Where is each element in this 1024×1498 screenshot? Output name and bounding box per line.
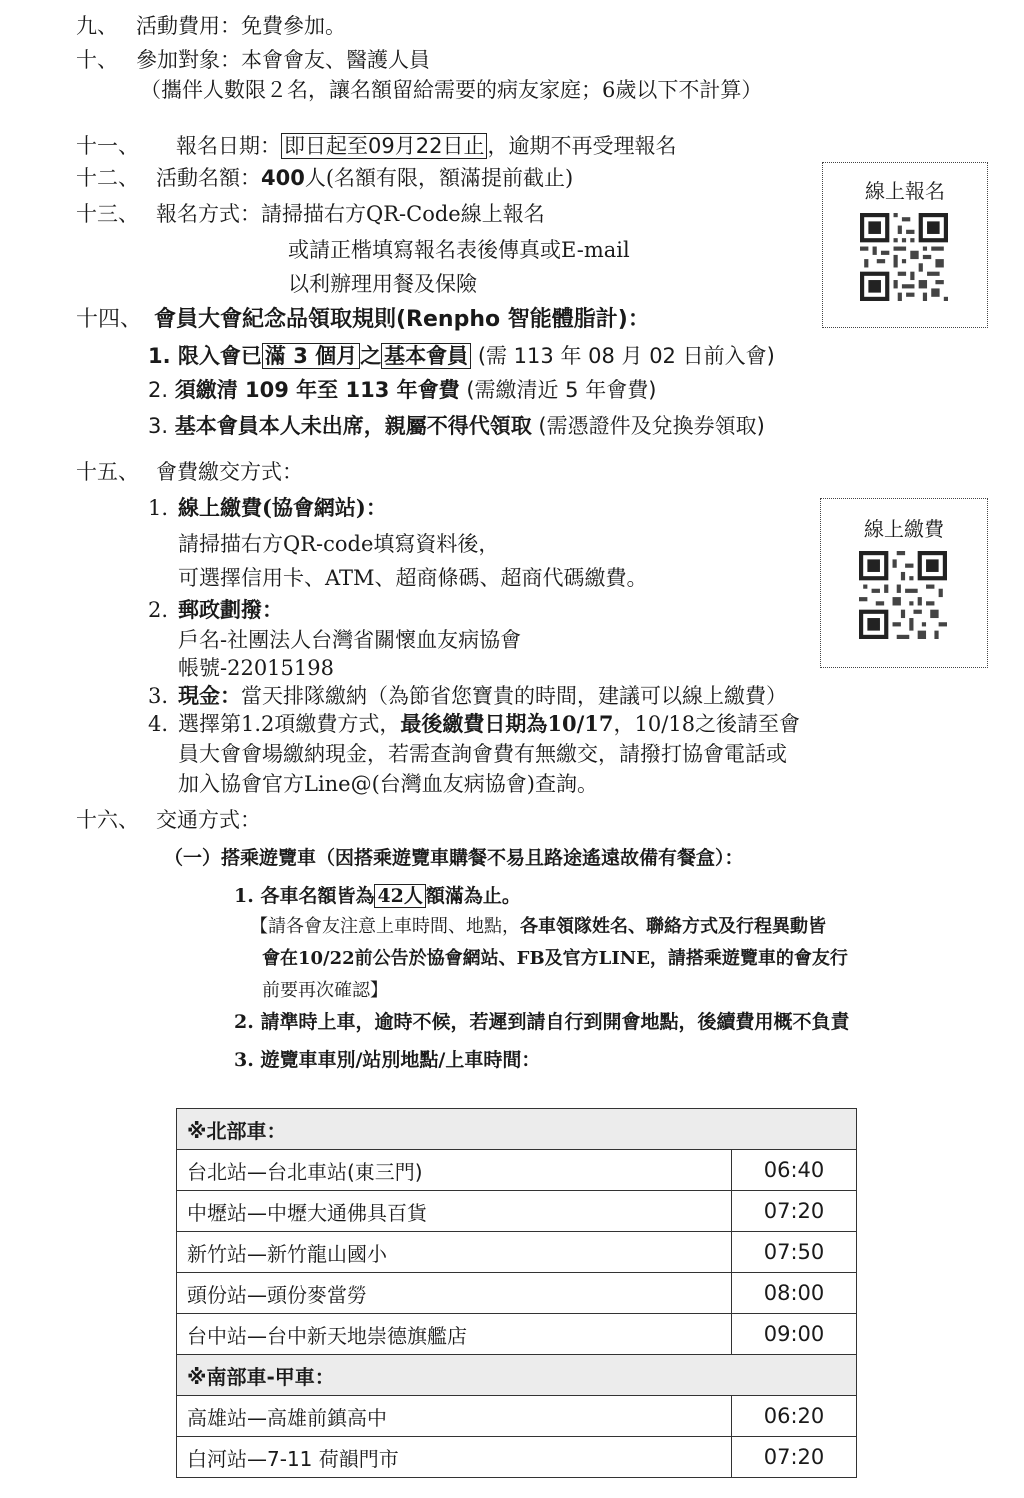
bus-note-line2: 會在10/22前公告於協會網站、FB及官方LINE，請搭乘遊覽車的會友行: [262, 948, 848, 969]
stop-cell: 台中站—台中新天地崇德旗艦店: [177, 1314, 732, 1355]
pay-method-1-line2: 可選擇信用卡、ATM、超商條碼、超商代碼繳費。: [178, 566, 648, 590]
item-10: [76, 46, 430, 74]
rule-2-bold: 須繳清 109 年至 113 年會費: [174, 378, 460, 402]
registration-deadline: 即日起至09月22日止: [281, 133, 487, 159]
pay-method-4-a: 選擇第1.2項繳費方式，: [178, 712, 401, 736]
bus-point-1-a: 1. 各車名額皆為: [234, 885, 375, 907]
pay-method-1: [148, 494, 387, 522]
rule-1-months: 滿 3 個月: [262, 343, 360, 369]
time-cell: 09:00: [732, 1314, 857, 1355]
stop-cell: 高雄站—高雄前鎮高中: [177, 1396, 732, 1437]
time-cell: 07:50: [732, 1232, 857, 1273]
item-13-line3: 以利辦理用餐及保險: [288, 272, 477, 296]
table-row: [177, 1273, 857, 1314]
item-10-note: （攜伴人數限２名，讓名額留給需要的病友家庭；6歲以下不計算）: [140, 78, 763, 102]
item-14-rule-1: [148, 342, 775, 370]
item-11-label: 報名日期：: [176, 134, 281, 158]
item-16-title: 交通方式：: [156, 808, 261, 832]
item-12-label: 活動名額：: [156, 166, 261, 190]
rule-3-bold: 基本會員本人未出席，親屬不得代領取: [174, 414, 532, 438]
pay-method-3-num: 3.: [148, 684, 169, 708]
bus-note-line1: [250, 914, 826, 940]
item-11: [76, 132, 676, 160]
table-row: [177, 1396, 857, 1437]
table-row: [177, 1232, 857, 1273]
pay-method-4-line2: 員大會會場繳納現金，若需查詢會費有無繳交，請撥打協會電話或: [178, 742, 787, 766]
stop-cell: 台北站—台北車站(東三門): [177, 1150, 732, 1191]
rule-3-note: (需憑證件及兌換券領取): [531, 414, 765, 438]
pay-method-2-title: 郵政劃撥：: [178, 597, 283, 622]
pay-method-2-line2: 帳號-22015198: [178, 656, 334, 680]
pay-method-3-text: 當天排隊繳納（為節省您寶貴的時間，建議可以線上繳費）: [241, 684, 787, 708]
item-16: [76, 806, 261, 834]
time-cell: 07:20: [732, 1191, 857, 1232]
rule-2-note: (需繳清近 5 年會費): [459, 378, 657, 402]
item-16-number: 十六、: [76, 808, 139, 832]
item-13: [76, 200, 545, 228]
time-cell: 08:00: [732, 1273, 857, 1314]
pay-method-4-c: ，10/18之後請至會: [613, 712, 801, 736]
bus-note-line3: 前要再次確認】: [262, 980, 388, 1001]
pay-method-4-num: 4.: [148, 712, 169, 736]
rule-3-prefix: 3.: [148, 414, 175, 438]
bus-point-2: 2. 請準時上車，逾時不候，若遲到請自行到開會地點，後續費用概不負責: [234, 1011, 850, 1033]
item-11-number: 十一、: [76, 134, 139, 158]
time-cell: 06:40: [732, 1150, 857, 1191]
item-9-text: 活動費用：免費參加。: [136, 14, 346, 38]
table-row: [177, 1150, 857, 1191]
pay-method-3: [148, 682, 787, 710]
qr-register-label: 線上報名: [865, 179, 945, 203]
bus-note-a: 【請各會友注意上車時間、地點，: [250, 916, 520, 937]
pay-deadline: 最後繳費日期為10/17: [400, 711, 614, 736]
item-9: [76, 12, 346, 40]
rule-1-mid: 之: [360, 344, 382, 368]
item-12: [76, 164, 573, 192]
bus-note-b: 各車領隊姓名、聯絡方式及行程異動皆: [520, 916, 826, 937]
item-15-title: 會費繳交方式：: [156, 460, 303, 484]
pay-method-4-line3: 加入協會官方Line@(台灣血友病協會)查詢。: [178, 772, 598, 796]
pay-method-2-num: 2.: [148, 598, 169, 622]
rule-2-prefix: 2.: [148, 378, 175, 402]
qr-register-box: [822, 162, 988, 328]
item-10-number: 十、: [76, 48, 118, 72]
table-row: [177, 1314, 857, 1355]
rule-1-prefix: 1. 限入會已: [148, 344, 262, 368]
item-13-line2: 或請正楷填寫報名表後傳真或E-mail: [288, 238, 630, 262]
south-header: ※南部車-甲車：: [177, 1355, 857, 1396]
item-13-number: 十三、: [76, 202, 139, 226]
item-12-rest: 人(名額有限，額滿提前截止): [304, 166, 574, 190]
item-14-number: 十四、: [76, 307, 143, 332]
stop-cell: 白河站—7-11 荷韻門市: [177, 1437, 732, 1478]
item-15-number: 十五、: [76, 460, 139, 484]
capacity-number: 400: [261, 166, 305, 190]
bus-capacity: 42人: [374, 884, 425, 908]
bus-point-1-c: 額滿為止。: [425, 885, 521, 907]
rule-1-member: 基本會員: [381, 343, 471, 369]
qr-pay-label: 線上繳費: [864, 517, 944, 541]
north-header: ※北部車：: [177, 1109, 857, 1150]
pay-method-1-title: 線上繳費(協會網站)：: [178, 495, 387, 520]
item-14-title: 會員大會紀念品領取規則(Renpho 智能體脂計)：: [154, 307, 650, 332]
pay-method-3-title: 現金：: [178, 683, 241, 708]
item-15: [76, 458, 303, 486]
pay-method-2: [148, 596, 283, 624]
rule-1-note: (需 113 年 08 月 02 日前入會): [471, 344, 775, 368]
qr-pay-box: [820, 498, 988, 668]
qr-register-code-icon[interactable]: [860, 213, 948, 301]
item-11-rest: ，逾期不再受理報名: [487, 134, 677, 158]
item-12-number: 十二、: [76, 166, 139, 190]
item-13-line1: 報名方式：請掃描右方QR-Code線上報名: [156, 202, 545, 226]
table-row: [177, 1191, 857, 1232]
pay-method-1-line1: 請掃描右方QR-code填寫資料後，: [178, 532, 500, 556]
transport-bus-heading: （一）搭乘遊覽車（因搭乘遊覽車購餐不易且路途遙遠故備有餐盒）：: [164, 847, 744, 869]
table-header-south: [177, 1355, 857, 1396]
qr-pay-code-icon[interactable]: [859, 551, 947, 639]
pay-method-4: [148, 710, 800, 738]
item-14: [76, 306, 650, 334]
item-10-text: 參加對象：本會會友、醫護人員: [136, 48, 430, 72]
pay-method-1-num: 1.: [148, 496, 169, 520]
stop-cell: 頭份站—頭份麥當勞: [177, 1273, 732, 1314]
bus-schedule-table: [176, 1108, 857, 1478]
stop-cell: 新竹站—新竹龍山國小: [177, 1232, 732, 1273]
pay-method-2-line1: 戶名-社團法人台灣省關懷血友病協會: [178, 628, 522, 652]
item-14-rule-3: [148, 412, 765, 440]
time-cell: 07:20: [732, 1437, 857, 1478]
bus-point-1: [234, 882, 521, 910]
time-cell: 06:20: [732, 1396, 857, 1437]
item-9-number: 九、: [76, 14, 118, 38]
stop-cell: 中壢站—中壢大通佛具百貨: [177, 1191, 732, 1232]
item-14-rule-2: [148, 376, 656, 404]
bus-point-3: 3. 遊覽車車別/站別地點/上車時間：: [234, 1049, 541, 1071]
table-header-north: [177, 1109, 857, 1150]
table-row: [177, 1437, 857, 1478]
